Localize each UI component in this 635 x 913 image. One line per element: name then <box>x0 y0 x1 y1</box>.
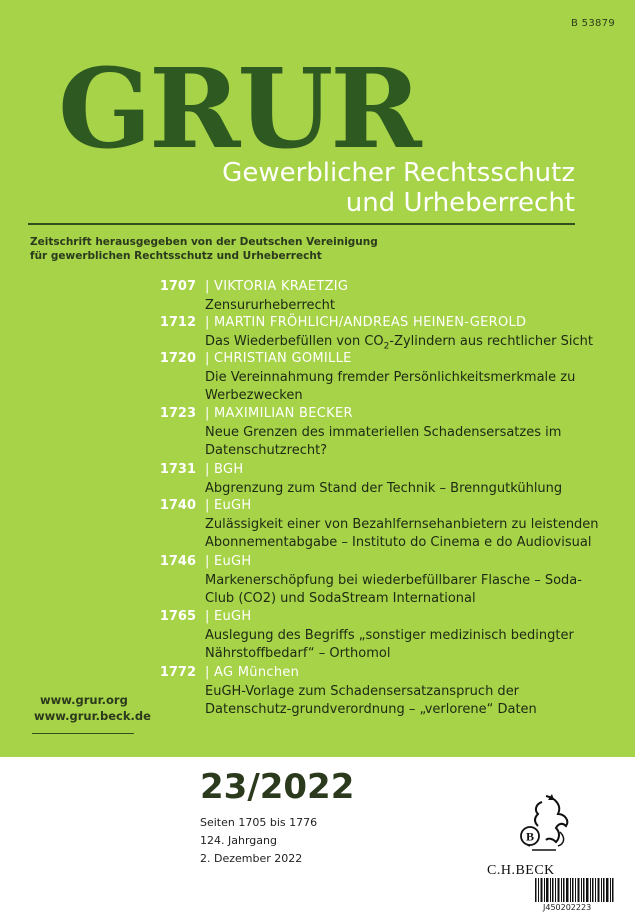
page-range: Seiten 1705 bis 1776 <box>200 816 318 829</box>
author: AG München <box>214 665 300 680</box>
publisher-name: C.H.BECK <box>487 863 555 878</box>
page-number: 1746 <box>159 554 196 569</box>
separator: | <box>205 462 210 477</box>
title-text: -Zylindern aus rechtlicher Sicht <box>389 334 593 349</box>
article-title: Die Vereinnahmung fremder Persönlichkeitsmerkmale zu Werbezwecken <box>205 370 576 403</box>
page-number: 1712 <box>159 315 196 330</box>
website-link: www.grur.org <box>40 693 128 707</box>
title-subscript: 2 <box>383 341 390 352</box>
subtitle-line-2: und Urheberrecht <box>345 188 575 218</box>
separator: | <box>205 406 210 421</box>
publisher-emblem-icon <box>512 792 578 866</box>
title-text: Das Wiederbefüllen von CO <box>205 334 384 349</box>
page-number: 1707 <box>159 279 196 294</box>
separator: | <box>205 315 210 330</box>
page-number: 1731 <box>159 462 196 477</box>
author: BGH <box>214 462 244 477</box>
author: EuGH <box>214 554 252 569</box>
separator: | <box>205 498 210 513</box>
barcode-icon <box>535 878 615 906</box>
issn-code: B 53879 <box>571 18 615 29</box>
page-number: 1740 <box>159 498 196 513</box>
page-number: 1772 <box>159 665 196 680</box>
article-title: Auslegung des Begriffs „sonstiger medizinisch bedingter Nährstoffbedarf“ – Orthomol <box>205 628 574 661</box>
author: EuGH <box>214 609 252 624</box>
author: MARTIN FRÖHLICH/ANDREAS HEINEN-GEROLD <box>214 315 527 330</box>
author: MAXIMILIAN BECKER <box>214 406 353 421</box>
article-title: Neue Grenzen des immateriellen Schadensersatzes im Datenschutzrecht? <box>205 425 562 458</box>
emblem-letter: B <box>525 829 535 844</box>
issue-number: 23/2022 <box>200 767 355 807</box>
journal-logo: GRUR <box>58 44 419 173</box>
page-number: 1720 <box>159 351 196 366</box>
page-number: 1723 <box>159 406 196 421</box>
separator: | <box>205 609 210 624</box>
divider <box>28 223 575 225</box>
separator: | <box>205 554 210 569</box>
article-title: Abgrenzung zum Stand der Technik – Brenngutkühlung <box>205 481 563 496</box>
page-number: 1765 <box>159 609 196 624</box>
barcode-number: J450202223 <box>543 903 592 912</box>
divider <box>32 733 134 734</box>
author: VIKTORIA KRAETZIG <box>214 279 349 294</box>
article-title: EuGH-Vorlage zum Schadensersatzanspruch der Datenschutz-grundverordnung – „verlorene“ Daten <box>205 684 537 717</box>
article-title: Zulässigkeit einer von Bezahlfernsehanbietern zu leistenden Abonnementabgabe – Instituto do Cinema e do Audiovisual <box>205 517 599 550</box>
publisher-line-2: für gewerblichen Rechtsschutz und Urheberrecht <box>30 250 322 262</box>
website-link: www.grur.beck.de <box>34 709 151 723</box>
separator: | <box>205 351 210 366</box>
issue-date: 2. Dezember 2022 <box>200 852 303 865</box>
volume: 124. Jahrgang <box>200 834 277 847</box>
subtitle-line-1: Gewerblicher Rechtsschutz <box>222 158 575 188</box>
article-title: Zensururheberrecht <box>205 298 335 313</box>
separator: | <box>205 279 210 294</box>
author: CHRISTIAN GOMILLE <box>214 351 352 366</box>
article-title: Markenerschöpfung bei wiederbefüllbarer Flasche – Soda-Club (CO2) und SodaStream International <box>205 573 582 606</box>
separator: | <box>205 665 210 680</box>
publisher-line-1: Zeitschrift herausgegeben von der Deutschen Vereinigung <box>30 236 378 248</box>
author: EuGH <box>214 498 252 513</box>
